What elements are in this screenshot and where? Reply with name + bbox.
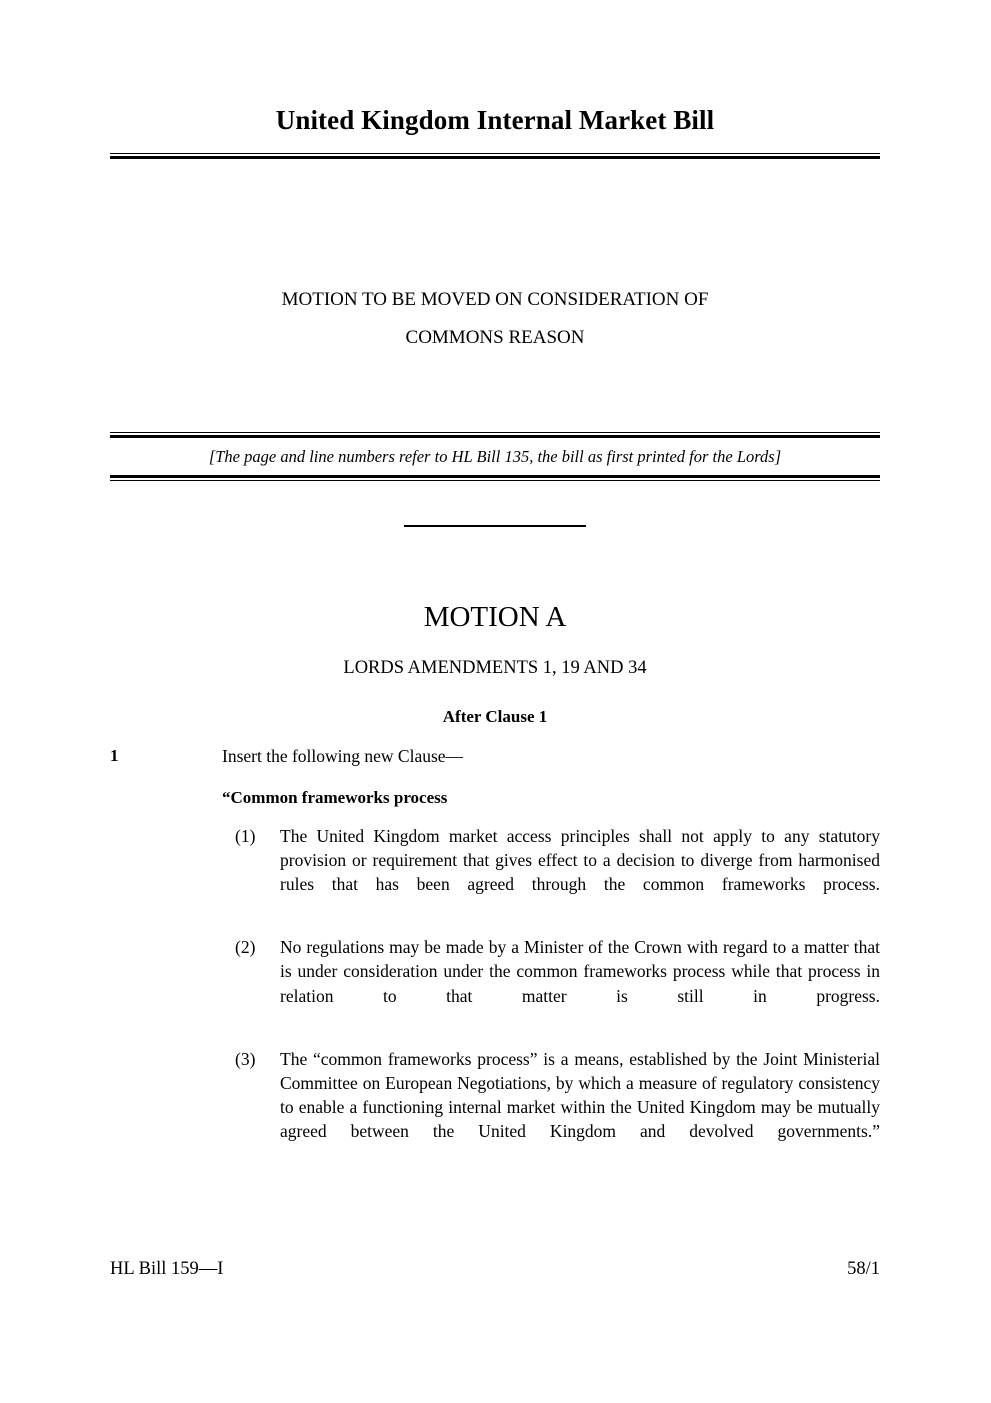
footer-page-reference: 58/1 <box>847 1259 880 1279</box>
subsection-marker: (2) <box>235 937 256 958</box>
section-separator <box>110 481 880 543</box>
page-footer <box>110 1258 880 1280</box>
page-line-note: [The page and line numbers refer to HL Bill 135, the bill as first printed for the Lords] <box>208 447 782 467</box>
amendment-number: 1 <box>110 745 119 765</box>
new-clause-title: “Common frameworks process <box>222 788 448 808</box>
subsection-marker: (1) <box>235 825 256 846</box>
subsection-text: The United Kingdom market access principles shall not apply to any statutory provision or requirement that gives effect to a decision to diverge from harmonised rules that has been agreed through the common frameworks process. <box>280 825 880 895</box>
subsection-marker: (3) <box>235 1048 256 1069</box>
page-title: United Kingdom Internal Market Bill <box>275 105 715 135</box>
subsection-item <box>222 1047 880 1168</box>
subsection-list <box>222 824 880 1168</box>
amendment-block <box>110 727 880 1168</box>
subsection-item <box>222 935 880 1032</box>
motion-subtitle-line-1: MOTION TO BE MOVED ON CONSIDERATION OF <box>281 289 709 311</box>
subsection-text: No regulations may be made by a Minister of the Crown with regard to a matter that is under consideration under the common frameworks process while that process in relation to that matter is still in progress. <box>280 937 880 1006</box>
motion-subtitle <box>110 159 880 347</box>
clause-heading: After Clause 1 <box>442 707 548 727</box>
footer-bill-reference: HL Bill 159—I <box>110 1259 224 1279</box>
page-content <box>110 0 880 1168</box>
short-rule <box>404 525 586 527</box>
subsection-text: The “common frameworks process” is a means, established by the Joint Ministerial Committee on European Negotiations, by which a measure of regulatory consistency to enable a functioning internal market within the United Kingdom may be mutually agreed between the United Kingdom and devolved governments.” <box>280 1048 880 1142</box>
motion-label: MOTION A <box>423 600 567 633</box>
subsection-item <box>222 824 880 921</box>
motion-subtitle-line-2: COMMONS REASON <box>405 327 585 349</box>
note-block <box>110 347 880 481</box>
amendment-lead-in: Insert the following new Clause— <box>222 745 464 766</box>
lords-amendments-line: LORDS AMENDMENTS 1, 19 AND 34 <box>343 657 647 678</box>
